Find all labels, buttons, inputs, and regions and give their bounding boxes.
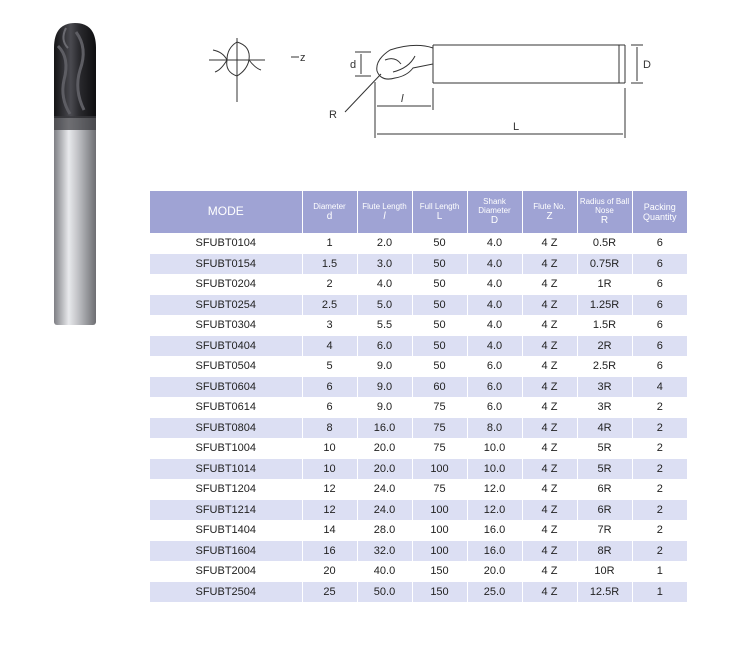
table-cell: SFUBT0154	[150, 254, 302, 275]
table-row	[150, 274, 687, 295]
table-cell: 6	[632, 274, 687, 295]
table-cell: SFUBT1204	[150, 479, 302, 500]
table-cell: SFUBT0204	[150, 274, 302, 295]
table-row	[150, 356, 687, 377]
table-cell: 1.5R	[577, 315, 632, 336]
table-cell: 28.0	[357, 520, 412, 541]
table-cell: 10.0	[467, 459, 522, 480]
table-cell: SFUBT0504	[150, 356, 302, 377]
table-cell: 2	[632, 459, 687, 480]
table-cell: 16.0	[357, 418, 412, 439]
diagram-label-D: D	[643, 59, 651, 71]
table-cell: 6	[632, 233, 687, 254]
diagram-label-z: z	[300, 52, 306, 64]
table-cell: 6	[632, 356, 687, 377]
table-cell: 100	[412, 541, 467, 562]
table-cell: SFUBT1214	[150, 500, 302, 521]
table-cell: 10	[302, 438, 357, 459]
table-row	[150, 459, 687, 480]
table-cell: 20.0	[467, 561, 522, 582]
diagram-label-R: R	[329, 109, 337, 121]
table-cell: 4 Z	[522, 520, 577, 541]
table-cell: 3	[302, 315, 357, 336]
table-cell: 5.0	[357, 295, 412, 316]
header-radius: Radius of Ball Nose R	[577, 191, 632, 233]
cross-section-drawing	[209, 38, 265, 102]
table-row	[150, 438, 687, 459]
table-cell: 4.0	[467, 233, 522, 254]
header-diameter: Diameter d	[302, 191, 357, 233]
table-cell: 9.0	[357, 356, 412, 377]
table-cell: 12.0	[467, 479, 522, 500]
table-cell: 4.0	[467, 315, 522, 336]
tool-profile-drawing	[345, 45, 643, 138]
table-cell: 2.5R	[577, 356, 632, 377]
table-row	[150, 418, 687, 439]
table-cell: 12.5R	[577, 582, 632, 603]
table-cell: 4 Z	[522, 418, 577, 439]
table-cell: 4.0	[357, 274, 412, 295]
table-cell: 14	[302, 520, 357, 541]
table-row	[150, 561, 687, 582]
table-cell: 2	[632, 397, 687, 418]
table-cell: 4.0	[467, 295, 522, 316]
table-cell: 6	[632, 315, 687, 336]
header-shank-diameter: Shank Diameter D	[467, 191, 522, 233]
table-cell: 6.0	[357, 336, 412, 357]
table-cell: 150	[412, 561, 467, 582]
table-cell: 24.0	[357, 479, 412, 500]
table-cell: 100	[412, 520, 467, 541]
table-cell: SFUBT1404	[150, 520, 302, 541]
table-cell: 2R	[577, 336, 632, 357]
table-cell: SFUBT0254	[150, 295, 302, 316]
table-cell: 4 Z	[522, 315, 577, 336]
table-cell: 75	[412, 479, 467, 500]
table-cell: SFUBT0614	[150, 397, 302, 418]
table-cell: 4 Z	[522, 397, 577, 418]
table-cell: 5R	[577, 438, 632, 459]
table-cell: 20.0	[357, 459, 412, 480]
table-row	[150, 397, 687, 418]
table-cell: SFUBT1014	[150, 459, 302, 480]
table-cell: 32.0	[357, 541, 412, 562]
table-cell: 6.0	[467, 356, 522, 377]
table-cell: 6	[632, 336, 687, 357]
table-cell: 3R	[577, 397, 632, 418]
table-cell: 1.25R	[577, 295, 632, 316]
table-cell: 40.0	[357, 561, 412, 582]
diagram-label-l: l	[401, 93, 404, 105]
table-cell: 12	[302, 479, 357, 500]
table-cell: 2.0	[357, 233, 412, 254]
table-cell: 4 Z	[522, 336, 577, 357]
table-cell: 6.0	[467, 377, 522, 398]
table-cell: 4	[302, 336, 357, 357]
table-row	[150, 254, 687, 275]
table-cell: 12	[302, 500, 357, 521]
table-cell: 4 Z	[522, 274, 577, 295]
table-cell: 9.0	[357, 377, 412, 398]
table-cell: 16.0	[467, 541, 522, 562]
table-cell: SFUBT0304	[150, 315, 302, 336]
table-cell: 6	[632, 295, 687, 316]
table-cell: 7R	[577, 520, 632, 541]
table-cell: 24.0	[357, 500, 412, 521]
table-cell: SFUBT0404	[150, 336, 302, 357]
table-row	[150, 315, 687, 336]
header-flute-no: Flute No. Z	[522, 191, 577, 233]
diagram-label-L: L	[513, 121, 520, 133]
table-cell: 50	[412, 356, 467, 377]
table-cell: 16	[302, 541, 357, 562]
table-cell: 4 Z	[522, 500, 577, 521]
table-cell: 100	[412, 459, 467, 480]
table-cell: 1.5	[302, 254, 357, 275]
table-cell: 2	[632, 500, 687, 521]
table-row	[150, 377, 687, 398]
table-cell: 5.5	[357, 315, 412, 336]
table-cell: 6	[632, 254, 687, 275]
table-cell: 8R	[577, 541, 632, 562]
table-row	[150, 336, 687, 357]
table-cell: SFUBT1604	[150, 541, 302, 562]
table-cell: SFUBT2004	[150, 561, 302, 582]
table-cell: 4 Z	[522, 233, 577, 254]
table-cell: 5	[302, 356, 357, 377]
tool-dimension-diagram	[195, 38, 675, 158]
header-packing: Packing Quantity	[632, 191, 687, 233]
table-cell: 6.0	[467, 397, 522, 418]
table-cell: 50	[412, 315, 467, 336]
table-cell: 75	[412, 397, 467, 418]
table-cell: 0.5R	[577, 233, 632, 254]
table-row	[150, 582, 687, 603]
table-cell: SFUBT0104	[150, 233, 302, 254]
table-cell: 9.0	[357, 397, 412, 418]
table-cell: SFUBT0804	[150, 418, 302, 439]
table-cell: 4R	[577, 418, 632, 439]
table-cell: 4.0	[467, 254, 522, 275]
table-cell: 4 Z	[522, 295, 577, 316]
table-cell: 1	[302, 233, 357, 254]
table-cell: 10.0	[467, 438, 522, 459]
table-cell: 1	[632, 561, 687, 582]
table-cell: 5R	[577, 459, 632, 480]
table-cell: 4 Z	[522, 459, 577, 480]
table-cell: 8.0	[467, 418, 522, 439]
table-row	[150, 500, 687, 521]
table-cell: 4.0	[467, 336, 522, 357]
table-cell: 4 Z	[522, 541, 577, 562]
header-flute-length: Flute Length l	[357, 191, 412, 233]
spec-table	[150, 191, 687, 602]
table-row	[150, 479, 687, 500]
table-cell: 8	[302, 418, 357, 439]
table-cell: 50.0	[357, 582, 412, 603]
table-cell: SFUBT2504	[150, 582, 302, 603]
diagram-label-d: d	[350, 59, 357, 71]
table-cell: 50	[412, 233, 467, 254]
table-cell: 4 Z	[522, 582, 577, 603]
header-full-length: Full Length L	[412, 191, 467, 233]
end-mill-photo	[40, 18, 110, 328]
table-cell: 150	[412, 582, 467, 603]
table-cell: 50	[412, 274, 467, 295]
header-mode: MODE	[150, 191, 302, 233]
table-cell: 10	[302, 459, 357, 480]
table-cell: 2	[302, 274, 357, 295]
table-cell: 0.75R	[577, 254, 632, 275]
table-cell: 12.0	[467, 500, 522, 521]
table-row	[150, 541, 687, 562]
table-cell: 1R	[577, 274, 632, 295]
table-cell: 20	[302, 561, 357, 582]
table-header-row	[150, 191, 687, 233]
table-cell: 6R	[577, 479, 632, 500]
table-cell: 50	[412, 336, 467, 357]
table-cell: 4 Z	[522, 377, 577, 398]
table-cell: 6	[302, 397, 357, 418]
table-cell: 6R	[577, 500, 632, 521]
table-cell: 25.0	[467, 582, 522, 603]
table-cell: 3.0	[357, 254, 412, 275]
table-cell: 2	[632, 541, 687, 562]
table-cell: SFUBT0604	[150, 377, 302, 398]
table-cell: 4 Z	[522, 479, 577, 500]
table-cell: 50	[412, 254, 467, 275]
table-cell: 3R	[577, 377, 632, 398]
table-cell: 4 Z	[522, 561, 577, 582]
table-row	[150, 233, 687, 254]
table-cell: 4.0	[467, 274, 522, 295]
table-cell: 100	[412, 500, 467, 521]
table-cell: 2	[632, 438, 687, 459]
table-cell: 25	[302, 582, 357, 603]
table-cell: 20.0	[357, 438, 412, 459]
table-cell: 50	[412, 295, 467, 316]
table-cell: 10R	[577, 561, 632, 582]
table-cell: 4	[632, 377, 687, 398]
table-row	[150, 295, 687, 316]
table-cell: 4 Z	[522, 438, 577, 459]
table-cell: 60	[412, 377, 467, 398]
table-cell: 1	[632, 582, 687, 603]
table-cell: 6	[302, 377, 357, 398]
table-cell: 75	[412, 438, 467, 459]
table-cell: 4 Z	[522, 356, 577, 377]
table-cell: 4 Z	[522, 254, 577, 275]
table-cell: 2	[632, 520, 687, 541]
table-cell: 16.0	[467, 520, 522, 541]
table-cell: 2	[632, 479, 687, 500]
table-cell: 75	[412, 418, 467, 439]
table-row	[150, 520, 687, 541]
table-cell: 2.5	[302, 295, 357, 316]
table-cell: SFUBT1004	[150, 438, 302, 459]
table-cell: 2	[632, 418, 687, 439]
